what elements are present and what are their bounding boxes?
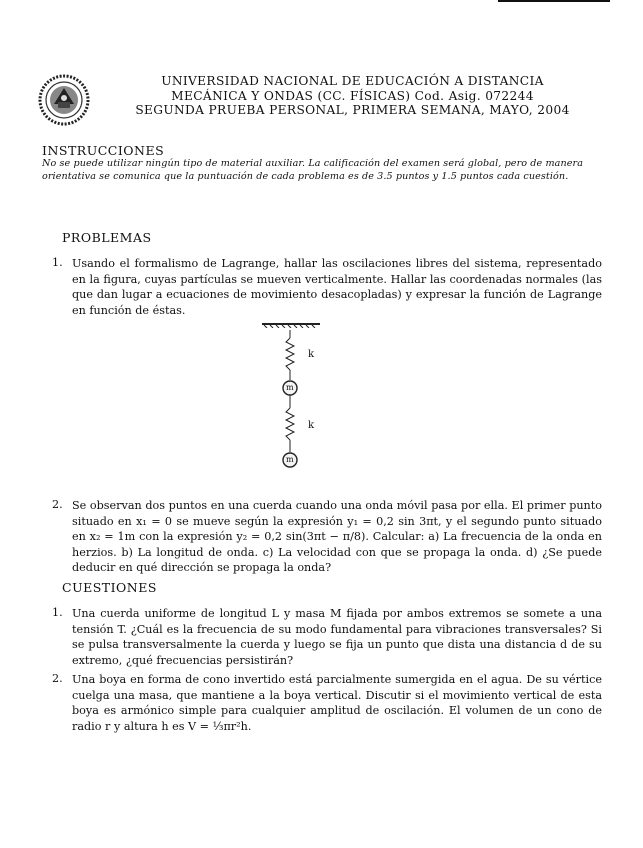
spring-1-label: k xyxy=(308,349,315,360)
instructions-text: No se puede utilizar ningún tipo de material auxiliar. La calificación del examen será global, pero de manera orientativa se comunica que la puntuación de cada problema es de 3.5 puntos y 1.5 puntos cada cuestión. xyxy=(42,158,584,182)
problem-1-number: 1. xyxy=(52,256,63,269)
instructions-title: INSTRUCCIONES xyxy=(42,143,165,158)
problem-1-text: Usando el formalismo de Lagrange, hallar las oscilaciones libres del sistema, representado en la figura, cuyas partículas se mueven verticalmente. Hallar las coordenadas normales (las que dan lugar a ecuaciones de movimiento desacopladas) y expresar la función de Lagrange en función de éstas. xyxy=(72,257,602,317)
questions-title: CUESTIONES xyxy=(62,580,157,595)
mass-spring-figure xyxy=(270,330,330,475)
question-1-number: 1. xyxy=(52,606,63,619)
question-1-text: Una cuerda uniforme de longitud L y masa M fijada por ambos extremos se somete a una tensión T. ¿Cuál es la frecuencia de su modo fundamental para vibraciones transversales? Si se pulsa transversalmente la cuerda y luego se fija un punto que dista una distancia d de su extremo, ¿qué frecuencias persistirán? xyxy=(72,607,602,667)
university-seal-icon xyxy=(38,74,90,126)
question-2-number: 2. xyxy=(52,672,63,685)
header-university: UNIVERSIDAD NACIONAL DE EDUCACIÓN A DISTANCIA xyxy=(161,74,544,88)
header-course: MECÁNICA Y ONDAS (CC. FÍSICAS) Cod. Asig. 072244 xyxy=(171,88,534,103)
top-rule xyxy=(498,0,610,2)
question-2-text: Una boya en forma de cono invertido está parcialmente sumergida en el agua. De su vértice cuelga una masa, que mantiene a la boya vertical. Discutir si el movimiento vertical de esta boya es armónico simple para cualquier amplitud de oscilación. El volumen de un cono de radio r y altura h es V = ⅓πr²h. xyxy=(72,673,602,733)
header-exam: SEGUNDA PRUEBA PERSONAL, PRIMERA SEMANA, MAYO, 2004 xyxy=(135,103,570,117)
spring-2 xyxy=(286,408,294,440)
problem-2-text: Se observan dos puntos en una cuerda cuando una onda móvil pasa por ella. El primer punto situado en x₁ = 0 se mueve según la expresión y₁ = 0,2 sin 3πt, y el segundo punto situado en x₂ = 1m con la expresión y₂ = 0,2 sin(3πt − π/8). Calcular: a) La frecuencia de la onda en herzios. b) La longitud de onda. c) La velocidad con que se propaga la onda. d) ¿Se puede deducir en qué dirección se propaga la onda? xyxy=(72,499,602,574)
mass-1-label: m xyxy=(286,383,294,392)
mass-2-label: m xyxy=(286,455,294,464)
problems-title: PROBLEMAS xyxy=(62,230,152,245)
spring-1 xyxy=(286,338,294,370)
problem-2-number: 2. xyxy=(52,498,63,511)
exam-header xyxy=(100,74,605,118)
spring-2-label: k xyxy=(308,420,315,431)
ceiling-support xyxy=(262,323,320,328)
